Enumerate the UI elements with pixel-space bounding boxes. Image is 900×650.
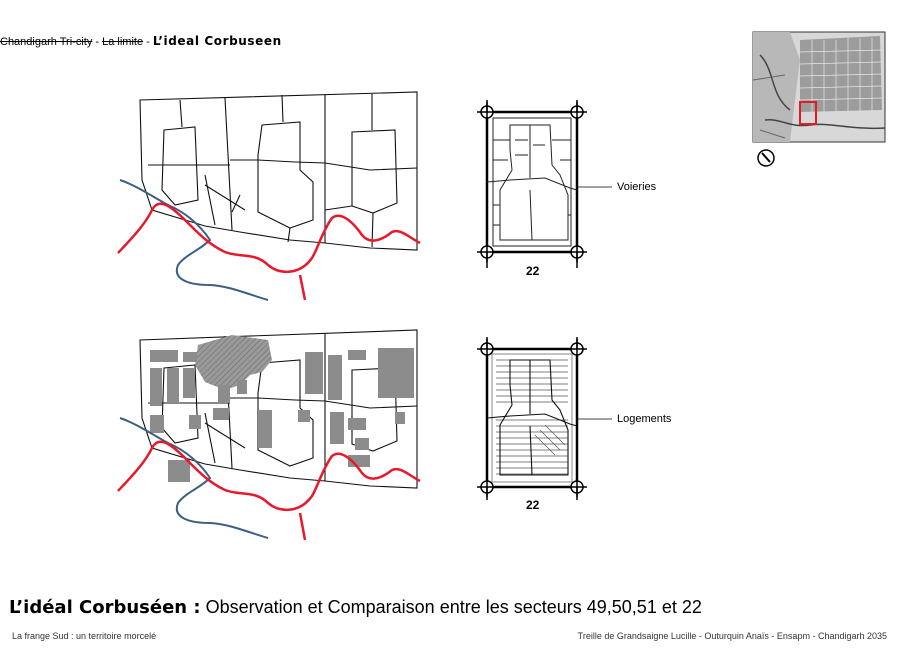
- sectors-housing-map: [140, 330, 417, 488]
- housing-block: [298, 410, 310, 422]
- city-limit-line: [300, 275, 305, 300]
- housing-cluster: [195, 335, 272, 390]
- sector22-central-loop: [500, 125, 568, 240]
- legend-roads: Voieries: [617, 181, 657, 193]
- housing-block: [183, 352, 197, 362]
- housing-block: [213, 408, 229, 420]
- housing-block: [183, 368, 195, 398]
- housing-block: [378, 348, 414, 398]
- river: [120, 418, 268, 538]
- river: [120, 180, 268, 300]
- block-loop: [352, 130, 397, 213]
- housing-block: [328, 355, 342, 400]
- sector-number: 22: [526, 498, 540, 512]
- housing-block: [150, 350, 178, 362]
- block-loop: [258, 122, 313, 228]
- housing-block: [150, 415, 164, 433]
- breadcrumb-current: L’ideal Corbuseen: [152, 34, 282, 48]
- page-title: [9, 597, 702, 618]
- sector22-roads-map: [477, 100, 612, 268]
- page-title-rest: Observation et Comparaison entre les secteurs 49,50,51 et 22: [200, 597, 702, 617]
- block-loop: [180, 100, 182, 127]
- breadcrumb-separator: -: [143, 36, 153, 48]
- city-limit-line: [118, 442, 420, 510]
- housing-block: [395, 412, 405, 424]
- block-loop: [162, 127, 198, 205]
- sector-divider: [225, 98, 232, 230]
- housing-block: [150, 368, 162, 406]
- housing-block: [168, 460, 190, 482]
- housing-block: [258, 410, 272, 448]
- housing-block: [189, 415, 201, 429]
- housing-block: [305, 352, 323, 394]
- breadcrumb-limite: La limite: [102, 36, 144, 48]
- sector-number: 22: [526, 264, 540, 278]
- legend-housing: Logements: [617, 413, 672, 425]
- housing-block: [355, 438, 369, 450]
- housing-block: [330, 412, 344, 444]
- breadcrumb-tricity: Chandigarh Tri-city: [0, 36, 93, 48]
- minor-road: [205, 413, 245, 463]
- sector22-housing-map: [477, 337, 612, 500]
- housing-block: [167, 368, 179, 403]
- housing-block: [348, 418, 366, 430]
- footer-left: La frange Sud : un territoire morcelé: [12, 631, 157, 641]
- arterial-road: [148, 398, 417, 408]
- north-arrow-icon: [758, 150, 774, 166]
- footer-right: Treille de Grandsaigne Lucille - Outurquin Anaïs - Ensapm - Chandigarh 2035: [577, 631, 887, 641]
- housing-block: [348, 350, 366, 360]
- minor-road: [205, 175, 245, 225]
- page-title-bold: L’idéal Corbuséen :: [9, 597, 201, 618]
- breadcrumb-separator: -: [92, 36, 103, 48]
- location-inset-map: [753, 32, 885, 142]
- housing-block: [218, 385, 230, 403]
- minor-road: [325, 206, 352, 210]
- block-loop: [282, 95, 290, 242]
- city-limit-line: [300, 513, 305, 540]
- sectors-roads-map: [140, 92, 417, 250]
- sector22-central-loop: [500, 360, 568, 475]
- housing-block: [237, 380, 247, 394]
- block-loop: [372, 94, 373, 247]
- city-limit-line: [118, 204, 420, 272]
